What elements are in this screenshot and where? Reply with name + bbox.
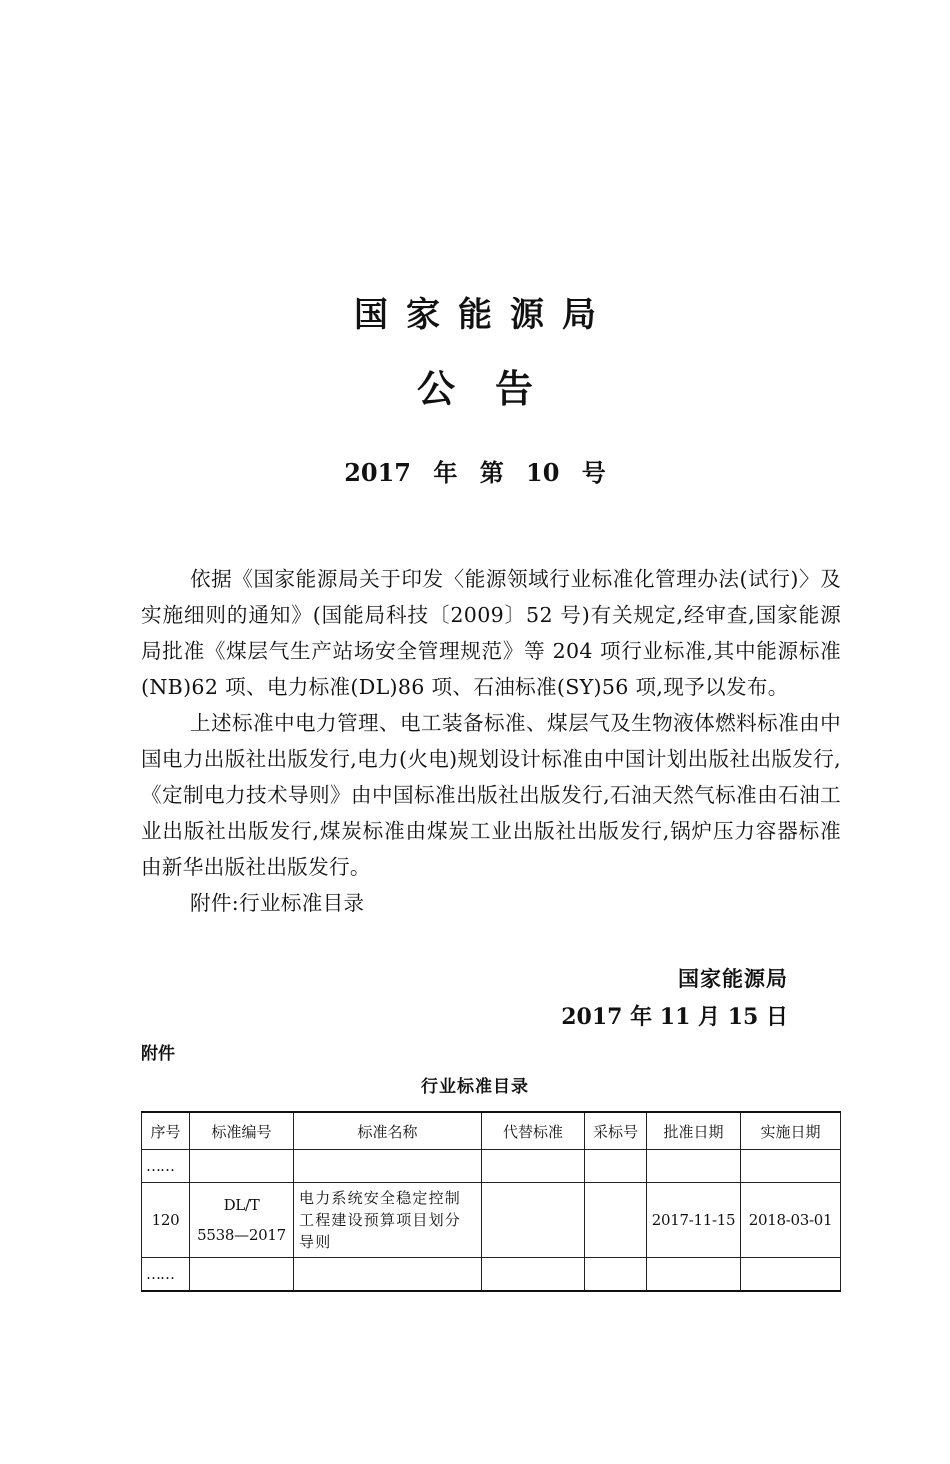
column-header-replaces: 代替标准 [482,1112,585,1150]
column-header-name: 标准名称 [294,1112,482,1150]
attachment-label: 附件 [141,1044,175,1064]
notice-title: 公告 [416,367,573,411]
table-header-row [142,1112,841,1150]
paragraph-attachment-ref: 附件:行业标准目录 [190,891,365,915]
signature-date: 2017 年 11 月 15 日 [561,1004,788,1030]
row-standard-name: 电力系统安全稳定控制工程建设预算项目划分导则 [294,1183,482,1258]
ellipsis-cell: …… [142,1150,190,1183]
row-seq: 120 [142,1183,190,1258]
standards-catalog-table [141,1111,841,1292]
catalog-table-title: 行业标准目录 [421,1077,529,1097]
row-approved-date: 2017-11-15 [647,1183,741,1258]
signature-agency: 国家能源局 [678,967,788,991]
notice-body [141,561,841,921]
table-row-ellipsis-bottom [142,1258,841,1292]
paragraph-publishers: 上述标准中电力管理、电工装备标准、煤层气及生物液体燃料标准由中国电力出版社出版发行,电力(火电)规划设计标准由中国计划出版社出版发行,《定制电力技术导则》由中国标准出版社出版发行,石油天然气标准由石油工业出版社出版发行,煤炭标准由煤炭工业出版社出版发行,锅炉压力容器标准由新华出版社出版发行。 [141,711,841,879]
row-adopted [585,1183,647,1258]
column-header-effective: 实施日期 [741,1112,841,1150]
table-row [142,1183,841,1258]
issue-number: 2017 年 第 10 号 [344,458,606,487]
issuing-agency-heading: 国家能源局 [354,295,614,335]
ellipsis-cell: …… [142,1258,190,1292]
table-row-ellipsis-top [142,1150,841,1183]
column-header-approved: 批准日期 [647,1112,741,1150]
row-code-prefix: DL/T [223,1196,260,1214]
row-code-number: 5538—2017 [197,1226,286,1244]
row-code [190,1183,294,1258]
paragraph-basis: 依据《国家能源局关于印发〈能源领域行业标准化管理办法(试行)〉及实施细则的通知》(国能局科技〔2009〕52 号)有关规定,经审查,国家能源局批准《煤层气生产站场安全管理规范》等 204 项行业标准,其中能源标准(NB)62 项、电力标准(DL)86 项、石油标准(SY)56 项,现予以发布。 [141,567,841,699]
column-header-adopted: 采标号 [585,1112,647,1150]
row-replaces [482,1183,585,1258]
column-header-code: 标准编号 [190,1112,294,1150]
row-effective-date: 2018-03-01 [741,1183,841,1258]
column-header-seq: 序号 [142,1112,190,1150]
